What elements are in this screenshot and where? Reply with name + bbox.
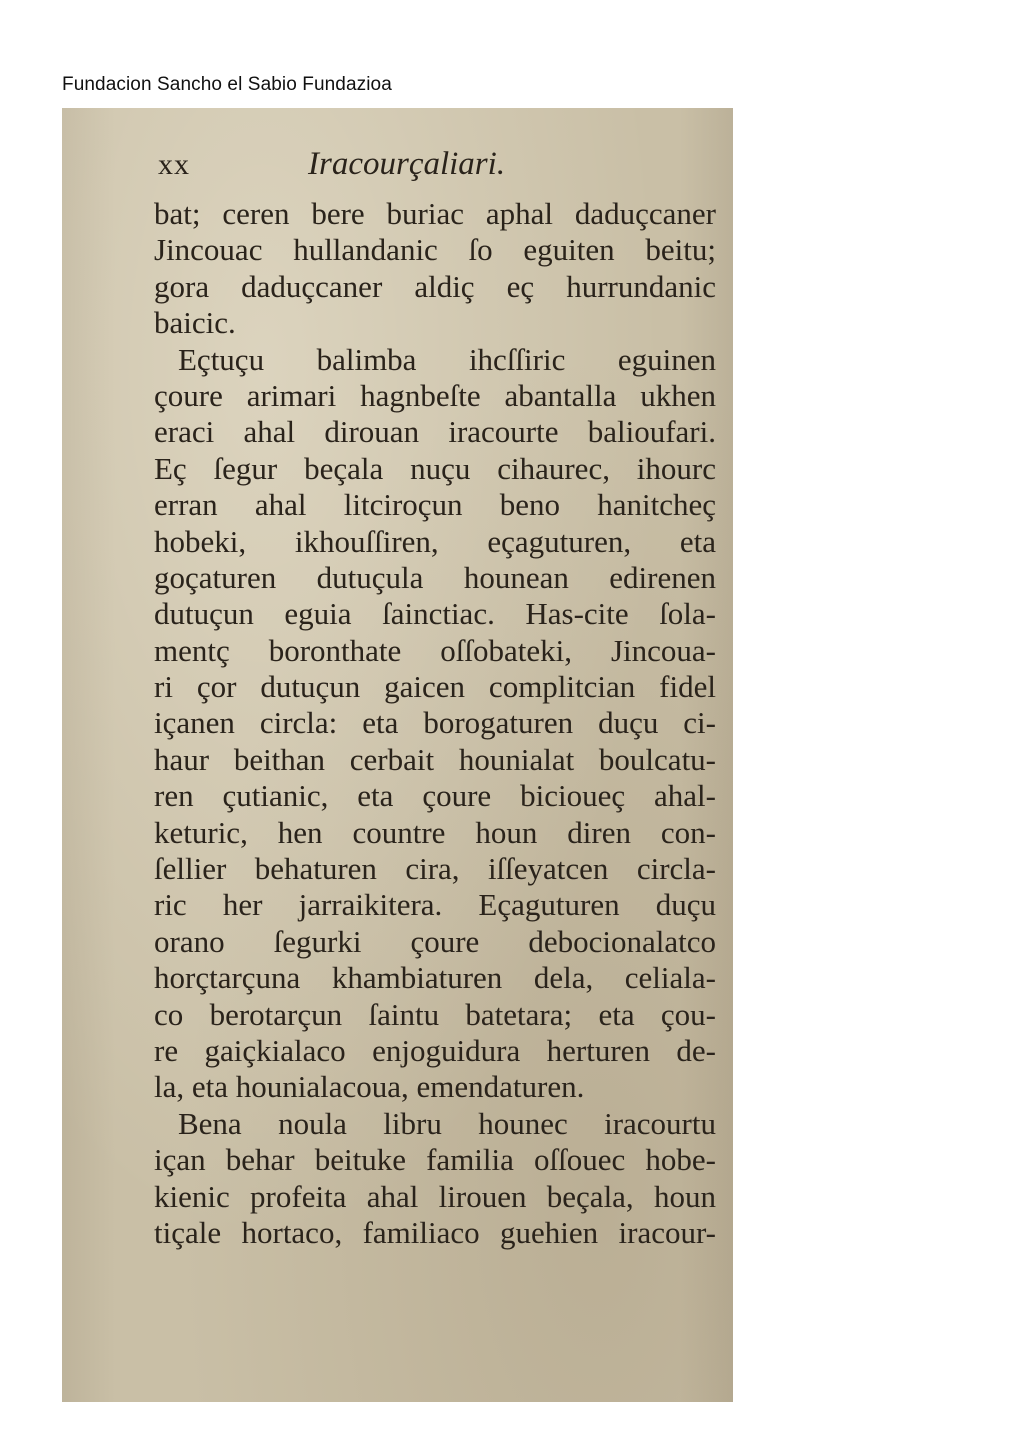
- text-line: Bena noula libru hounec iracourtu: [178, 1105, 716, 1141]
- text-line: hobeki, ikhouſſiren, eçaguturen, eta: [154, 523, 716, 559]
- text-line: goçaturen dutuçula hounean edirenen: [154, 559, 716, 595]
- text-line: bat; ceren bere buriac aphal daduçcaner: [154, 196, 716, 231]
- text-line: ric her jarraikitera. Eçaguturen duçu: [154, 887, 716, 923]
- text-line: ſellier behaturen cira, iſſeyatcen circla-: [154, 851, 716, 887]
- text-line: içanen circla: eta borogaturen duçu ci-: [154, 705, 716, 741]
- header-caption: Fundacion Sancho el Sabio Fundazioa: [62, 74, 392, 95]
- text-line: ri çor dutuçun gaicen complitcian fidel: [154, 669, 716, 705]
- scanned-page: [62, 108, 733, 1402]
- page-number: xx: [158, 148, 190, 181]
- text-line: haur beithan cerbait hounialat boulcatu-: [154, 741, 716, 777]
- text-line: erran ahal litciroçun beno hanitcheç: [154, 487, 716, 523]
- text-line: co berotarçun ſaintu batetara; eta çou-: [154, 996, 716, 1032]
- text-line: eraci ahal dirouan iracourte balioufari.: [154, 414, 716, 450]
- text-line: tiçale hortaco, familiaco guehien iracour-: [154, 1214, 716, 1250]
- text-line: orano ſegurki çoure debocionalatco: [154, 923, 716, 959]
- text-line: Eçtuçu balimba ihcſſiric eguinen: [178, 341, 716, 377]
- running-title: Iracourçaliari.: [308, 146, 506, 182]
- text-line: ren çutianic, eta çoure bicioueç ahal-: [154, 778, 716, 814]
- text-line: horçtarçuna khambiaturen dela, celiala-: [154, 960, 716, 996]
- text-body: [154, 196, 716, 1251]
- text-line: içan behar beituke familia oſſouec hobe-: [154, 1142, 716, 1178]
- text-line: kienic profeita ahal lirouen beçala, houn: [154, 1178, 716, 1214]
- text-line: dutuçun eguia ſainctiac. Has-cite ſola-: [154, 596, 716, 632]
- page-head: [158, 148, 678, 188]
- text-line: Jincouac hullandanic ſo eguiten beitu;: [154, 232, 716, 268]
- text-line: Eç ſegur beçala nuçu cihaurec, ihourc: [154, 450, 716, 486]
- text-line: gora daduçcaner aldiç eç hurrundanic: [154, 268, 716, 304]
- text-line: keturic, hen countre houn diren con-: [154, 814, 716, 850]
- text-line: re gaiçkialaco enjoguidura herturen de-: [154, 1032, 716, 1068]
- text-line: baicic.: [154, 305, 236, 341]
- text-line: mentç boronthate oſſobateki, Jincoua-: [154, 632, 716, 668]
- text-line: çoure arimari hagnbeſte abantalla ukhen: [154, 377, 716, 413]
- text-line: la, eta hounialacoua, emendaturen.: [154, 1069, 585, 1105]
